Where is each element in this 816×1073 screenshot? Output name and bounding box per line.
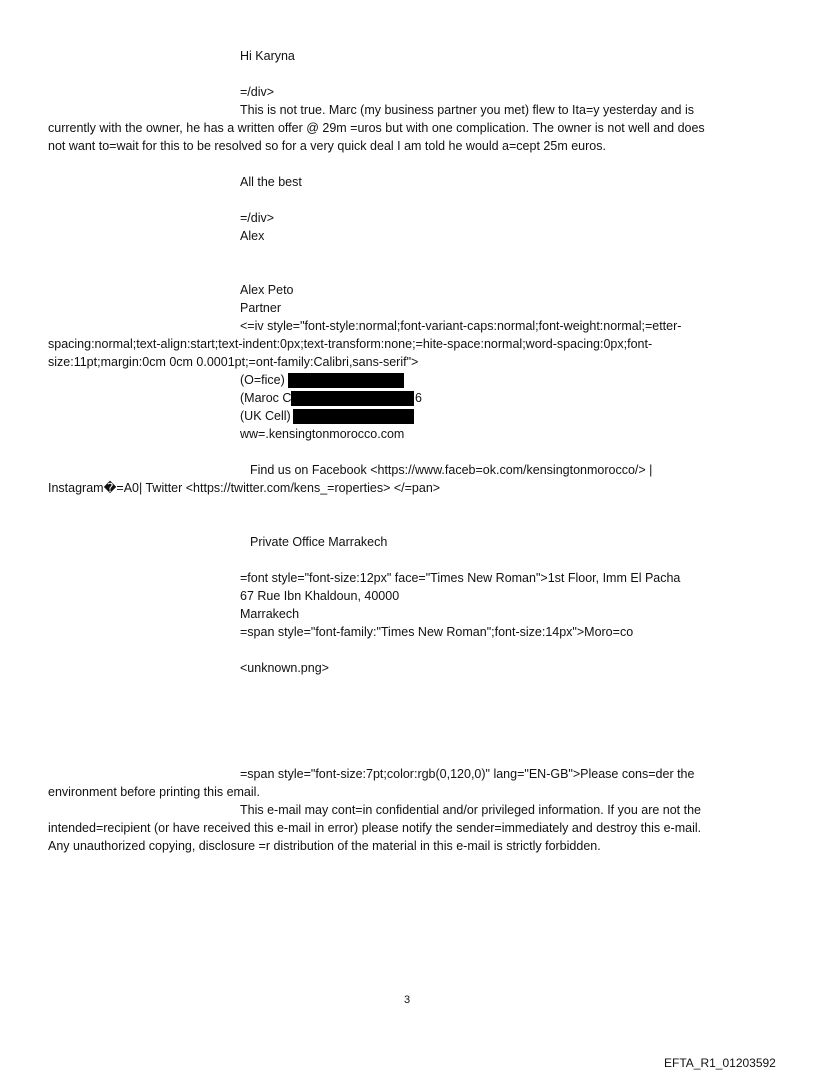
page-number: 3 bbox=[404, 994, 411, 1006]
redaction-box bbox=[288, 373, 404, 388]
redaction-box bbox=[291, 391, 414, 406]
body-line: not want to=wait for this to be resolved so for a very quick deal I am told he would a=cept 25m euros. bbox=[48, 139, 606, 153]
address-line: =span style="font-family:"Times New Roman";font-size:14px">Moro=co bbox=[240, 625, 634, 639]
office-heading: Private Office Marrakech bbox=[250, 535, 388, 549]
closing: All the best bbox=[240, 175, 302, 189]
sender-first-name: Alex bbox=[240, 229, 265, 243]
social-links-line: Find us on Facebook <https://www.faceb=ok.com/kensingtonmorocco/> | bbox=[250, 463, 653, 477]
redaction-box bbox=[293, 409, 414, 424]
style-markup-line: <=iv style="font-style:normal;font-variant-caps:normal;font-weight:normal;=etter- bbox=[240, 319, 682, 333]
maroc-phone-tail: 6 bbox=[415, 391, 422, 405]
confidentiality-notice-line: Any unauthorized copying, disclosure =r distribution of the material in this e-mail is strictly forbidden. bbox=[48, 839, 601, 853]
image-placeholder: <unknown.png> bbox=[240, 661, 329, 675]
uk-cell-label: (UK Cell) bbox=[240, 409, 291, 423]
office-phone-label: (O=fice) bbox=[240, 373, 285, 387]
style-markup-line: size:11pt;margin:0cm 0cm 0.0001pt;=ont-family:Calibri,sans-serif"> bbox=[48, 355, 419, 369]
confidentiality-notice-line: This e-mail may cont=in confidential and/or privileged information. If you are not the bbox=[240, 803, 702, 817]
environment-notice-line: environment before printing this email. bbox=[48, 785, 260, 799]
style-markup-line: spacing:normal;text-align:start;text-indent:0px;text-transform:none;=hite-space:normal;word-spacing:0px;font- bbox=[48, 337, 653, 351]
address-line: 67 Rue Ibn Khaldoun, 40000 bbox=[240, 589, 400, 603]
body-line: This is not true. Marc (my business partner you met) flew to Ita=y yesterday and is bbox=[240, 103, 694, 117]
address-line: =font style="font-size:12px" face="Times New Roman">1st Floor, Imm El Pacha bbox=[240, 571, 681, 585]
confidentiality-notice-line: intended=recipient (or have received this e-mail in error) please notify the sender=immediately and destroy this e-mail. bbox=[48, 821, 702, 835]
website-link[interactable]: ww=.kensingtonmorocco.com bbox=[240, 427, 405, 441]
signature-title: Partner bbox=[240, 301, 281, 315]
bates-number: EFTA_R1_01203592 bbox=[664, 1056, 776, 1070]
social-links-line: Instagram�=A0| Twitter <https://twitter.com/kens_=roperties> </=pan> bbox=[48, 481, 441, 495]
environment-notice-line: =span style="font-size:7pt;color:rgb(0,120,0)" lang="EN-GB">Please cons=der the bbox=[240, 767, 695, 781]
greeting: Hi Karyna bbox=[240, 49, 295, 63]
maroc-phone-label: (Maroc C bbox=[240, 391, 292, 405]
div-close-tag: =/div> bbox=[240, 211, 275, 225]
div-close-tag: =/div> bbox=[240, 85, 275, 99]
body-line: currently with the owner, he has a written offer @ 29m =uros but with one complication. The owner is not well and does bbox=[48, 121, 705, 135]
address-line: Marrakech bbox=[240, 607, 300, 621]
signature-name: Alex Peto bbox=[240, 283, 294, 297]
